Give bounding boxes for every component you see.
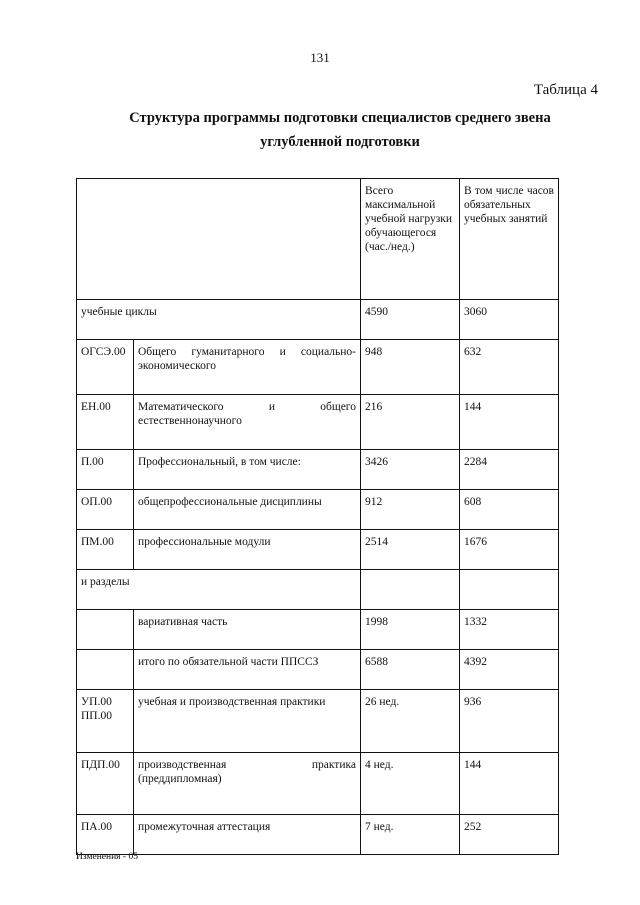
table-row (77, 340, 559, 395)
row-name: учебные циклы (77, 300, 361, 340)
row-name-part: и (268, 401, 275, 413)
row-mandatory: 4392 (460, 650, 559, 690)
table-row (77, 490, 559, 530)
document-title (60, 106, 620, 154)
row-name: итого по обязательной части ППССЗ (134, 650, 361, 690)
row-mandatory: 144 (460, 753, 559, 815)
row-name-line-2: (преддипломная) (138, 773, 222, 785)
row-name (134, 753, 361, 815)
row-mandatory: 936 (460, 690, 559, 753)
row-total: 216 (361, 395, 460, 450)
row-mandatory: 632 (460, 340, 559, 395)
footer-note: Изменения - 05 (76, 852, 138, 862)
row-code (77, 690, 134, 753)
table-row (77, 395, 559, 450)
row-code (77, 650, 134, 690)
row-name-part: общего (320, 401, 356, 413)
row-total: 2514 (361, 530, 460, 570)
row-mandatory: 252 (460, 815, 559, 855)
row-name-line-2: естественнонаучного (138, 415, 242, 427)
table-row (77, 753, 559, 815)
header-total-load: Всего максимальной учебной нагрузки обучающегося (час./нед.) (361, 179, 460, 300)
row-mandatory: 1676 (460, 530, 559, 570)
row-total: 4 нед. (361, 753, 460, 815)
table-row (77, 650, 559, 690)
row-name-part: практика (311, 759, 356, 771)
row-name (134, 395, 361, 450)
table-row (77, 530, 559, 570)
row-total: 4590 (361, 300, 460, 340)
row-name: Профессиональный, в том числе: (134, 450, 361, 490)
table-row (77, 690, 559, 753)
row-name: Общего гуманитарного и социально-экономического (134, 340, 361, 395)
row-total: 948 (361, 340, 460, 395)
row-code: ПМ.00 (77, 530, 134, 570)
table-header-row (77, 179, 559, 300)
row-total: 912 (361, 490, 460, 530)
row-name: учебная и производственная практики (134, 690, 361, 753)
row-name: общепрофессиональные дисциплины (134, 490, 361, 530)
row-code: ПДП.00 (77, 753, 134, 815)
row-total: 7 нед. (361, 815, 460, 855)
row-name: вариативная часть (134, 610, 361, 650)
row-code: ОГСЭ.00 (77, 340, 134, 395)
row-code: П.00 (77, 450, 134, 490)
row-code-line-2: ПП.00 (81, 710, 112, 722)
row-total: 1998 (361, 610, 460, 650)
page-number: 131 (310, 50, 330, 65)
table-row (77, 570, 559, 610)
table-label: Таблица 4 (533, 82, 598, 98)
row-name: и разделы (77, 570, 361, 610)
row-mandatory: 3060 (460, 300, 559, 340)
row-name-part: Математического (138, 401, 224, 413)
table-row (77, 300, 559, 340)
row-code: ПА.00 (77, 815, 134, 855)
title-line-2: углубленной подготовки (260, 134, 420, 150)
row-name-line-1 (138, 758, 356, 772)
row-total: 6588 (361, 650, 460, 690)
table-row (77, 815, 559, 855)
row-name-part: производственная (138, 759, 227, 771)
row-code: ЕН.00 (77, 395, 134, 450)
row-code: ОП.00 (77, 490, 134, 530)
row-mandatory: 2284 (460, 450, 559, 490)
row-name-line-1 (138, 400, 356, 414)
row-total: 3426 (361, 450, 460, 490)
structure-table (76, 178, 559, 855)
row-total: 26 нед. (361, 690, 460, 753)
row-mandatory: 1332 (460, 610, 559, 650)
row-mandatory: 144 (460, 395, 559, 450)
row-code (77, 610, 134, 650)
table-row (77, 450, 559, 490)
row-code-line-1: УП.00 (81, 696, 112, 708)
row-name: профессиональные модули (134, 530, 361, 570)
header-mandatory-hours: В том числе часов обязательных учебных занятий (460, 179, 559, 300)
row-mandatory (460, 570, 559, 610)
header-blank-cell (77, 179, 361, 300)
row-total (361, 570, 460, 610)
row-mandatory: 608 (460, 490, 559, 530)
table-row (77, 610, 559, 650)
row-name: промежуточная аттестация (134, 815, 361, 855)
title-line-1: Структура программы подготовки специалистов среднего звена (129, 110, 551, 126)
